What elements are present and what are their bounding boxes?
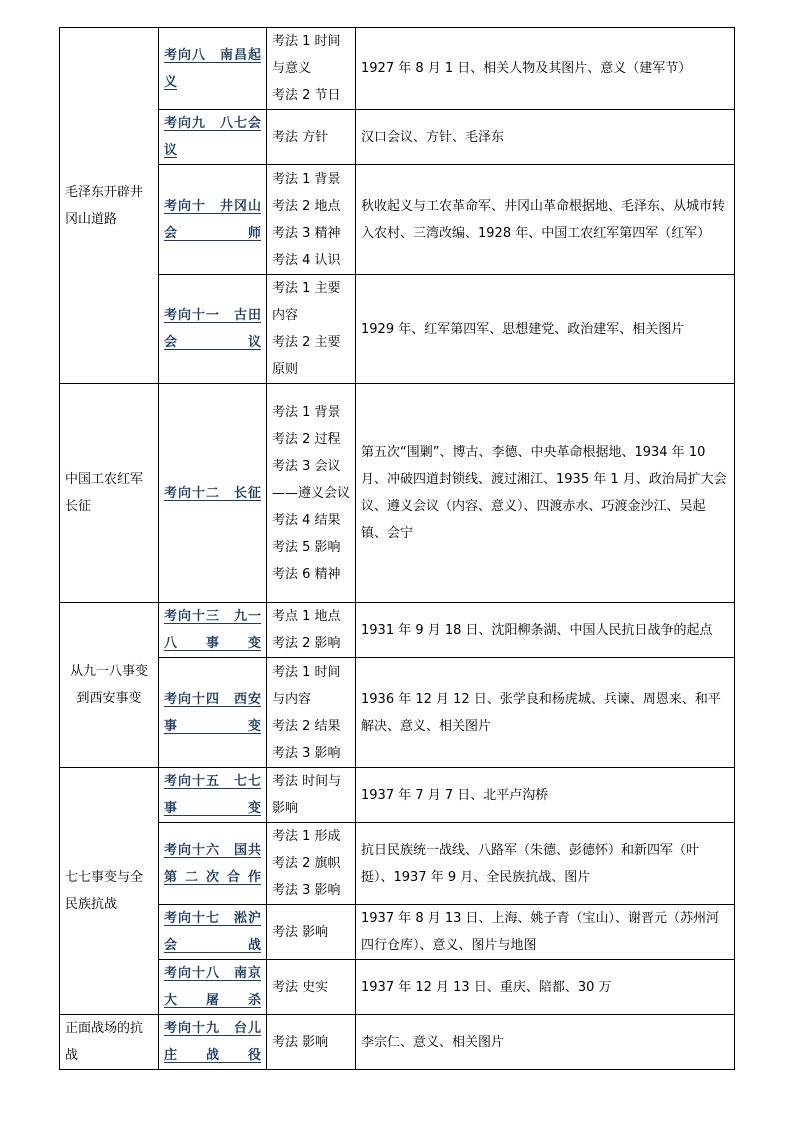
method-item: 考法 1 背景: [272, 404, 341, 420]
method-item: 考法 方针: [272, 129, 329, 145]
method-item: 考法 1 时间与内容: [272, 664, 341, 707]
table-row: [60, 165, 735, 275]
method-item: 考法 3 影响: [272, 745, 341, 761]
method-item: 考法 史实: [272, 979, 329, 995]
topic-label: 考向十四 西安事变: [164, 691, 261, 734]
method-cell: [267, 110, 356, 165]
key-points-cell: 1927 年 8 月 1 日、相关人物及其图片、意义（建军节）: [356, 28, 735, 110]
topic-label: 考向十三 九一八事变: [164, 609, 261, 651]
topic-link[interactable]: [159, 768, 267, 823]
method-item: 考法 5 影响: [272, 539, 341, 555]
topic-label: 考向十 井冈山会师: [164, 198, 261, 241]
key-points-cell: 李宗仁、意义、相关图片: [356, 1015, 735, 1070]
theme-cell: 中国工农红军长征: [60, 384, 159, 603]
method-cell: [267, 905, 356, 960]
theme-cell: 正面战场的抗战: [60, 1015, 159, 1070]
topic-label: 考向十八 南京大屠杀: [164, 966, 261, 1008]
topic-link[interactable]: [159, 384, 267, 603]
method-item: 考法 1 形成: [272, 829, 341, 844]
key-points-cell: 第五次“围剿”、博古、李德、中央革命根据地、1934 年 10 月、冲破四道封锁线、渡过湘江、1935 年 1 月、政治局扩大会议、遵义会议（内容、意义）、四渡赤水、巧渡金沙江、吴起镇、会宁: [356, 384, 735, 603]
method-cell: [267, 658, 356, 768]
method-item: 考法 4 认识: [272, 252, 341, 268]
table-row: [60, 384, 735, 603]
table-row: [60, 1015, 735, 1070]
method-cell: [267, 28, 356, 110]
outline-table-body: [60, 28, 735, 1070]
method-cell: [267, 165, 356, 275]
table-row: [60, 768, 735, 823]
method-item: 考法 1 主要内容: [272, 281, 341, 323]
key-points-cell: 1929 年、红军第四军、思想建党、政治建军、相关图片: [356, 275, 735, 384]
topic-link[interactable]: [159, 603, 267, 658]
method-cell: [267, 384, 356, 603]
method-item: 考法 2 过程: [272, 431, 341, 447]
key-points-cell: 秋收起义与工农革命军、井冈山革命根据地、毛泽东、从城市转入农村、三湾改编、1928 年、中国工农红军第四军（红军）: [356, 165, 735, 275]
method-cell: [267, 960, 356, 1015]
method-cell: [267, 275, 356, 384]
method-item: 考法 2 主要原则: [272, 335, 341, 377]
method-item: 考法 影响: [272, 924, 329, 940]
table-row: [60, 603, 735, 658]
theme-cell: 毛泽东开辟井冈山道路: [60, 28, 159, 384]
table-row: [60, 110, 735, 165]
key-points-cell: 汉口会议、方针、毛泽东: [356, 110, 735, 165]
topic-link[interactable]: [159, 1015, 267, 1070]
topic-label: 考向十六 国共第二次合作: [164, 842, 261, 885]
topic-link[interactable]: [159, 960, 267, 1015]
method-cell: [267, 1015, 356, 1070]
table-row: [60, 275, 735, 384]
method-item: 考法 2 结果: [272, 718, 341, 734]
method-item: 考法 6 精神: [272, 566, 341, 582]
key-points-cell: 1931 年 9 月 18 日、沈阳柳条湖、中国人民抗日战争的起点: [356, 603, 735, 658]
method-item: 考法 4 结果: [272, 512, 341, 528]
method-item: 考法 影响: [272, 1034, 329, 1050]
topic-link[interactable]: [159, 28, 267, 110]
topic-link[interactable]: [159, 165, 267, 275]
key-points-cell: 1937 年 12 月 13 日、重庆、陪都、30 万: [356, 960, 735, 1015]
method-item: 考点 1 地点: [272, 609, 341, 624]
method-item: 考法 3 会议——遵义会议: [272, 458, 351, 501]
table-row: [60, 28, 735, 110]
method-item: 考法 3 精神: [272, 225, 341, 241]
method-item: 考法 3 影响: [272, 883, 341, 898]
method-item: 考法 2 影响: [272, 636, 341, 651]
method-item: 考法 2 节日: [272, 88, 341, 103]
method-item: 考法 时间与影响: [272, 774, 342, 816]
method-cell: [267, 603, 356, 658]
key-points-cell: 1937 年 8 月 13 日、上海、姚子青（宝山）、谢晋元（苏州河四行仓库）、意义、图片与地图: [356, 905, 735, 960]
theme-cell: 七七事变与全民族抗战: [60, 768, 159, 1015]
topic-label: 考向十九 台儿庄战役: [164, 1021, 261, 1063]
method-item: 考法 1 时间与意义: [272, 34, 341, 76]
topic-label: 考向九 八七会议: [164, 116, 261, 158]
key-points-cell: 1937 年 7 月 7 日、北平卢沟桥: [356, 768, 735, 823]
topic-label: 考向十二 长征: [164, 485, 261, 501]
method-item: 考法 2 地点: [272, 198, 341, 214]
topic-link[interactable]: [159, 110, 267, 165]
table-row: [60, 960, 735, 1015]
method-cell: [267, 823, 356, 905]
topic-link[interactable]: [159, 658, 267, 768]
key-points-cell: 抗日民族统一战线、八路军（朱德、彭德怀）和新四军（叶挺）、1937 年 9 月、全民族抗战、图片: [356, 823, 735, 905]
topic-label: 考向十七 淞沪会战: [164, 911, 261, 953]
topic-label: 考向八 南昌起义: [164, 47, 261, 90]
table-row: [60, 658, 735, 768]
method-item: 考法 1 背景: [272, 171, 341, 187]
topic-link[interactable]: [159, 905, 267, 960]
topic-link[interactable]: [159, 823, 267, 905]
topic-label: 考向十一 古田会议: [164, 308, 261, 350]
table-row: [60, 905, 735, 960]
key-points-cell: 1936 年 12 月 12 日、张学良和杨虎城、兵谏、周恩来、和平解决、意义、相关图片: [356, 658, 735, 768]
topic-label: 考向十五 七七事变: [164, 774, 261, 816]
knowledge-outline-table: [59, 27, 735, 1070]
theme-cell: 从九一八事变到西安事变: [60, 603, 159, 768]
method-item: 考法 2 旗帜: [272, 856, 341, 871]
table-row: [60, 823, 735, 905]
topic-link[interactable]: [159, 275, 267, 384]
method-cell: [267, 768, 356, 823]
